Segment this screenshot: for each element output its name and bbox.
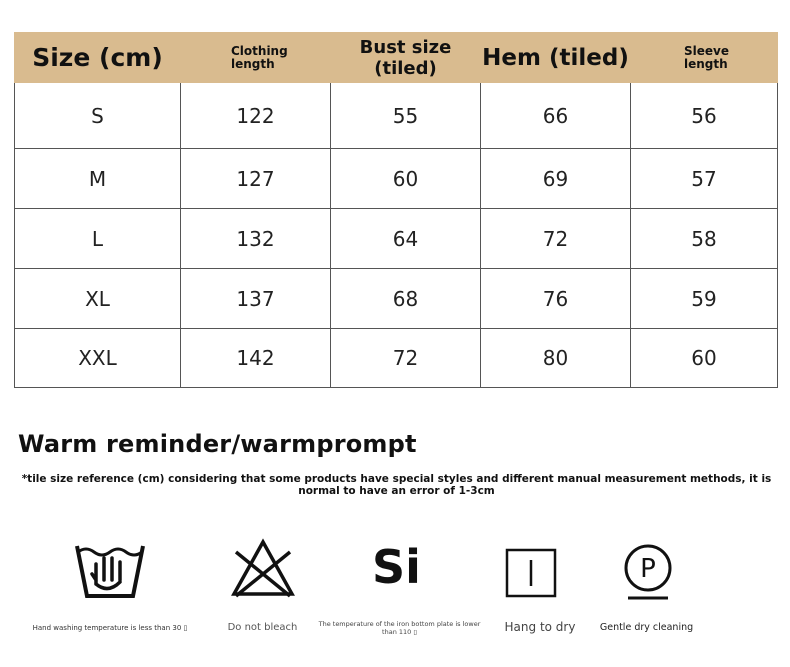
header-sleeve-length-label: Sleeve length [684, 43, 729, 71]
cell-bust: 55 [331, 83, 481, 149]
cell-size: L [15, 209, 181, 269]
cell-sleeve: 56 [631, 83, 778, 149]
cell-bust: 64 [331, 209, 481, 269]
cell-hem: 66 [481, 83, 631, 149]
cell-hem: 80 [481, 329, 631, 388]
cell-sleeve: 60 [631, 329, 778, 388]
dry-clean-p-icon [622, 542, 674, 602]
header-hem: Hem (tiled) [481, 33, 631, 83]
cell-hem: 69 [481, 149, 631, 209]
cell-sleeve: 58 [631, 209, 778, 269]
cell-bust: 72 [331, 329, 481, 388]
cell-size: XXL [15, 329, 181, 388]
silicon-iron-icon: Si [372, 540, 421, 594]
header-sleeve-length [631, 33, 778, 83]
care-caption: Hang to dry [504, 620, 576, 634]
care-item-dry-clean [594, 538, 699, 658]
header-clothing-length [181, 33, 331, 83]
cell-length: 127 [181, 149, 331, 209]
table-row [15, 83, 778, 149]
cell-sleeve: 59 [631, 269, 778, 329]
care-caption: The temperature of the iron bottom plate is lower than 110 ▯ [318, 620, 481, 636]
cell-size: S [15, 83, 181, 149]
care-item-no-bleach [215, 538, 310, 658]
care-caption: Gentle dry cleaning [599, 622, 694, 633]
care-caption: Hand washing temperature is less than 30 ▯ [32, 624, 188, 632]
table-row [15, 209, 778, 269]
cell-hem: 76 [481, 269, 631, 329]
cell-bust: 60 [331, 149, 481, 209]
care-item-iron-temperature [312, 538, 487, 658]
table-row [15, 269, 778, 329]
cell-length: 122 [181, 83, 331, 149]
cell-length: 137 [181, 269, 331, 329]
cell-size: XL [15, 269, 181, 329]
cell-length: 132 [181, 209, 331, 269]
table-row [15, 149, 778, 209]
no-bleach-icon [230, 538, 296, 598]
cell-length: 142 [181, 329, 331, 388]
cell-size: M [15, 149, 181, 209]
hang-dry-icon [505, 548, 557, 600]
care-item-hang-dry [495, 538, 585, 658]
care-item-hand-wash [30, 538, 190, 658]
dry-clean-symbol: P [640, 554, 656, 584]
cell-hem: 72 [481, 209, 631, 269]
header-size: Size (cm) [15, 33, 181, 83]
reminder-title: Warm reminder/warmprompt [18, 430, 417, 458]
reminder-note: *tile size reference (cm) considering that some products have special styles and different manual measurement methods, it is normal to have an error of 1-3cm [21, 473, 772, 497]
cell-sleeve: 57 [631, 149, 778, 209]
table-header-row [15, 33, 778, 83]
header-clothing-length-label: Clothing length [231, 43, 288, 71]
table-row [15, 329, 778, 388]
cell-bust: 68 [331, 269, 481, 329]
header-bust: Bust size (tiled) [331, 33, 481, 83]
hand-wash-icon [74, 538, 146, 602]
size-chart-table [14, 32, 778, 388]
care-caption: Do not bleach [227, 622, 298, 633]
